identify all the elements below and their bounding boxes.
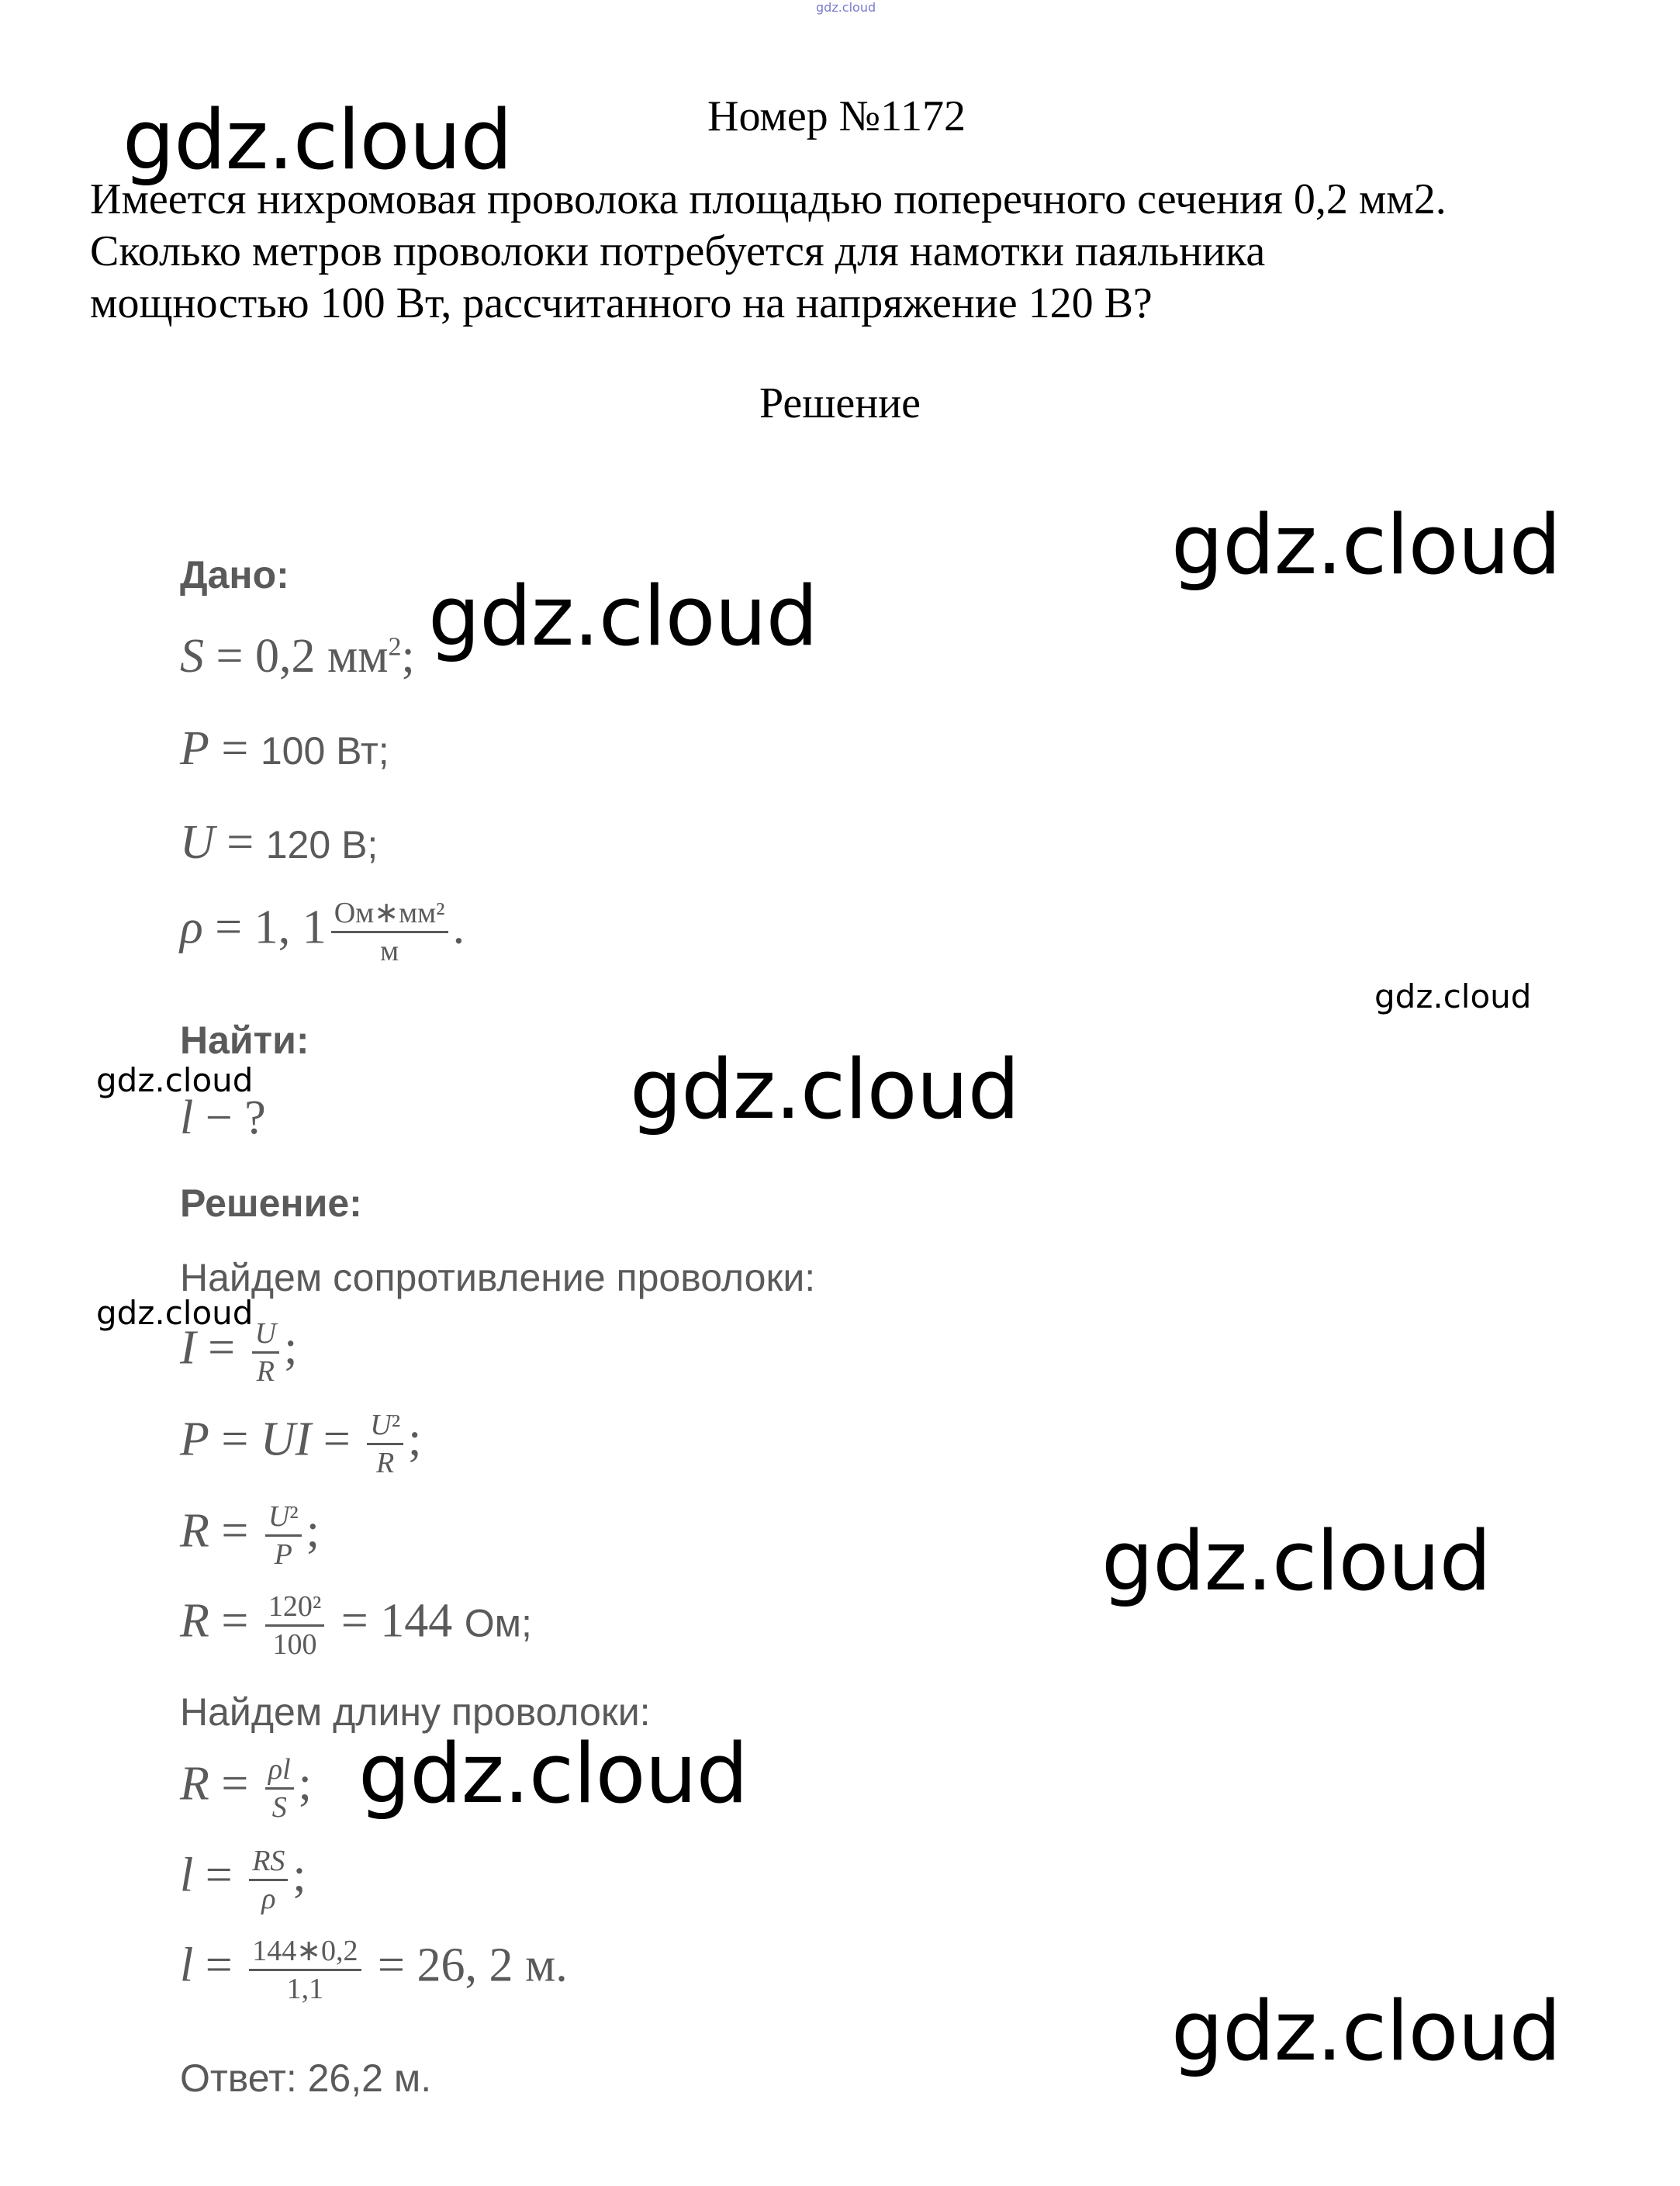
formula-power: P = UI = $\frac{\text{U²}}{R}$ ; [180, 1409, 422, 1479]
given-voltage: U = 120 В; [180, 816, 379, 869]
given-resistivity-value: 1, 1 [254, 901, 327, 954]
find-label: Найти: [180, 1019, 309, 1062]
watermark-10: gdz.cloud [1171, 1984, 1561, 2079]
fraction-u2-r: $\frac{\text{U²}}{R}$ [367, 1410, 403, 1478]
step-resistance-text: Найдем сопротивление проволоки: [180, 1256, 816, 1299]
fraction-u2-p: $\frac{\text{U²}}{P}$ [265, 1502, 302, 1569]
given-power: P = 100 Вт; [180, 722, 389, 775]
fraction-rhol-s: $\frac{\rho l}{S}$ [265, 1755, 294, 1822]
answer: Ответ: 26,2 м. [180, 2056, 432, 2100]
task-text [90, 174, 1595, 330]
resistivity-unit-den: м [380, 935, 399, 967]
watermark-5: gdz.cloud [96, 1061, 254, 1099]
given-label: Дано: [180, 553, 289, 597]
watermark-9: gdz.cloud [358, 1726, 748, 1821]
task-line-3: мощностью 100 Вт, рассчитанного на напряжение 120 В? [90, 279, 1153, 327]
task-line-2: Сколько метров проволоки потребуется для намотки паяльника [90, 227, 1266, 275]
formula-length: l = $\frac{RS}{\rho}$ ; [180, 1845, 306, 1915]
given-area-value: 0,2 мм [254, 630, 389, 683]
given-voltage-value: 120 В; [265, 823, 379, 866]
given-area-exp: 2 [388, 632, 402, 662]
given-resistivity: ρ = 1, 1 $\frac{\text{Ом∗мм²}}{м}$ . [180, 897, 465, 967]
fraction-length: $\frac{144∗0,2}{1,1}$ [249, 1936, 361, 2004]
formula-ohm: I = $\frac{U}{R}$ ; [180, 1317, 298, 1388]
fraction-rs-rho: $\frac{RS}{\rho}$ [249, 1846, 288, 1914]
watermark-tiny: gdz.cloud [816, 0, 876, 15]
given-power-value: 100 Вт; [260, 729, 389, 773]
task-line-1: Имеется нихромовая проволока площадью поперечного сечения 0,2 мм2. [90, 175, 1447, 223]
resistivity-unit-num: Ом∗мм² [331, 898, 448, 933]
watermark-8: gdz.cloud [1101, 1513, 1491, 1609]
solution-heading: Решение [759, 379, 921, 427]
watermark-4: gdz.cloud [1374, 977, 1532, 1015]
given-area: S = 0,2 $мм^2$; [180, 630, 415, 683]
resistivity-unit-fraction [331, 898, 448, 966]
solution-label: Решение: [180, 1181, 362, 1225]
formula-resistance: R = $\frac{\text{U²}}{P}$ ; [180, 1500, 320, 1571]
formula-length-value: l = $\frac{144∗0,2}{1,1}$ = 26, 2 м. [180, 1935, 568, 2005]
fraction-u-r: $\frac{U}{R}$ [252, 1319, 279, 1386]
watermark-1: gdz.cloud [123, 92, 512, 188]
fraction-120sq-100: $\frac{\text{120²}}{100}$ [265, 1592, 324, 1659]
step-length-text: Найдем длину проволоки: [180, 1690, 651, 1734]
watermark-2: gdz.cloud [1171, 497, 1561, 593]
formula-resistance-length: R = $\frac{\rho l}{S}$ ; [180, 1753, 312, 1824]
find-value: l − ? [180, 1091, 266, 1144]
formula-resistance-value: R = $\frac{\text{120²}}{100}$ = 144 Ом; [180, 1590, 532, 1661]
watermark-6: gdz.cloud [630, 1042, 1019, 1137]
watermark-7: gdz.cloud [96, 1294, 254, 1332]
page-title: Номер №1172 [707, 92, 966, 140]
watermark-3: gdz.cloud [428, 569, 818, 664]
